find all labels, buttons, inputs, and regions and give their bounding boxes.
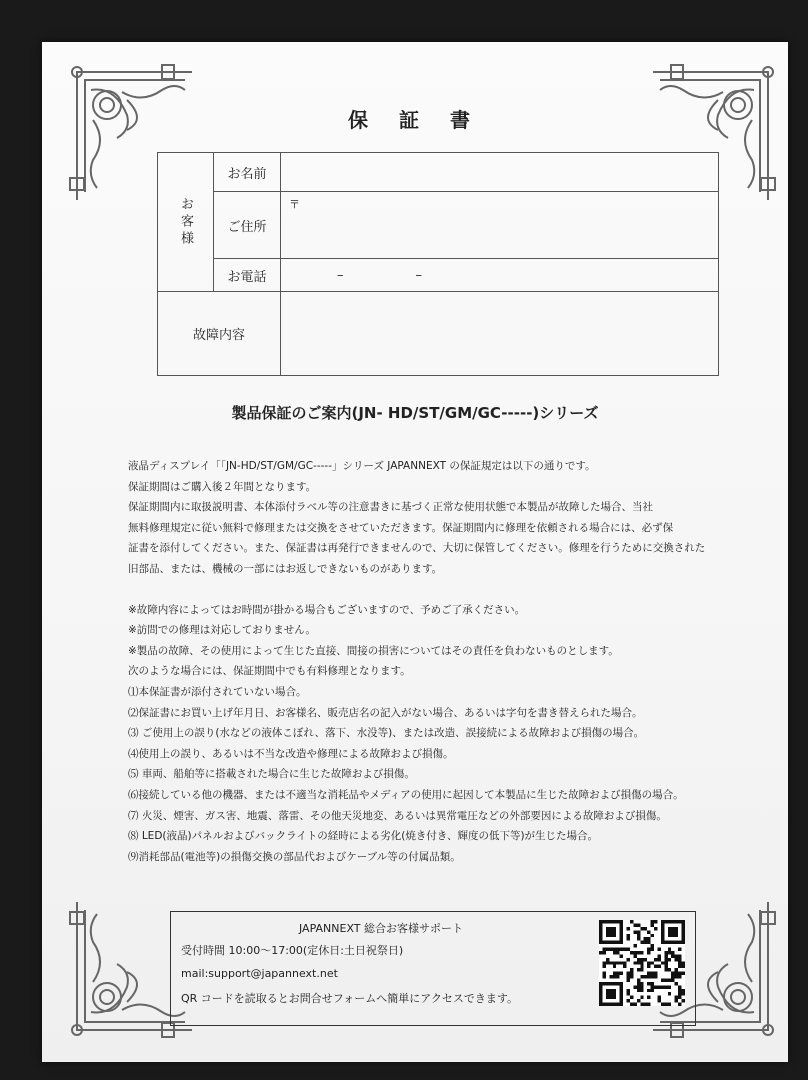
phone-dash-1: – <box>337 267 344 283</box>
support-heading: JAPANNEXT 総合お客様サポート <box>299 922 463 935</box>
support-hours: 受付時間 10:00～17:00(定休日:土日祝祭日) <box>181 944 404 957</box>
note-line: ⑹接続している他の機器、または不適当な消耗品やメディアの使用に起因して本製品に生じた故障および損傷の場合。 <box>128 788 684 801</box>
body-line: 証書を添付してください。また、保証書は再発行できませんので、大切に保管してください。修理を行うために交換された <box>128 542 706 555</box>
note-line: ⑴本保証書が添付されていない場合。 <box>128 685 307 698</box>
name-label: お名前 <box>214 153 281 192</box>
note-line: ⑶ ご使用上の誤り(水などの液体こぼれ、落下、水没等)、または改造、誤接続による故障および損傷の場合。 <box>128 727 645 740</box>
support-box <box>170 911 696 1026</box>
support-mail-link[interactable]: mail:support@japannext.net <box>181 967 338 980</box>
support-qr-text: QR コードを読取るとお問合せフォームへ簡単にアクセスできます。 <box>181 992 519 1005</box>
note-line: ⑺ 火災、煙害、ガス害、地震、落雷、その他天災地変、あるいは異常電圧などの外部要因による故障および損傷。 <box>128 809 667 822</box>
note-line: ※故障内容によってはお時間が掛かる場合もございますので、予めご了承ください。 <box>128 603 526 616</box>
customer-form-table <box>157 152 719 376</box>
note-line: ⑼消耗部品(電池等)の損傷交換の部品代およびケーブル等の付属品類。 <box>128 850 461 863</box>
phone-dash-2: – <box>415 267 422 283</box>
phone-label: お電話 <box>214 259 281 292</box>
phone-field[interactable] <box>281 259 719 292</box>
body-line: 液晶ディスプレイ「「JN-HD/ST/GM/GC-----」シリーズ JAPANNEXT の保証規定は以下の通りです。 <box>128 460 596 472</box>
body-line: 保証期間内に取扱説明書、本体添付ラベル等の注意書きに基づく正常な使用状態で本製品が故障した場合、当社 <box>128 501 653 514</box>
note-line: ⑷使用上の誤り、あるいは不当な改造や修理による故障および損傷。 <box>128 747 454 760</box>
fault-field[interactable] <box>281 292 719 376</box>
note-line: ⑻ LED(液晶)パネルおよびバックライトの経時による劣化(焼き付き、輝度の低下等)が生じた場合。 <box>128 830 599 843</box>
note-line: ※訪問での修理は対応しておりません。 <box>128 624 316 637</box>
note-line: 次のような場合には、保証期間中でも有料修理となります。 <box>128 665 411 678</box>
note-line: ⑸ 車両、船舶等に搭載された場合に生じた故障および損傷。 <box>128 768 415 781</box>
qr-code-icon[interactable] <box>599 920 685 1006</box>
warranty-text <box>128 456 748 867</box>
fault-label: 故障内容 <box>158 292 281 376</box>
document-title: 保 証 書 <box>348 108 482 132</box>
address-label: ご住所 <box>214 192 281 259</box>
address-field[interactable] <box>281 192 719 259</box>
zip-mark: 〒 <box>289 198 300 211</box>
body-line: 旧部品、または、機械の一部にはお返しできないものがあります。 <box>128 562 443 575</box>
note-line: ⑵保証書にお買い上げ年月日、お客様名、販売店名の記入がない場合、あるいは字句を書き替えられた場合。 <box>128 706 643 719</box>
warranty-sheet <box>42 42 788 1062</box>
section-subtitle: 製品保証のご案内(JN- HD/ST/GM/GC-----)シリーズ <box>231 404 599 422</box>
note-line: ※製品の故障、その使用によって生じた直接、間接の損害についてはその責任を負わないものとします。 <box>128 644 619 657</box>
name-field[interactable] <box>281 153 719 192</box>
body-line: 保証期間はご購入後２年間となります。 <box>128 480 317 493</box>
customer-label: お客様 <box>158 153 214 292</box>
body-line: 無料修理規定に従い無料で修理または交換をさせていただきます。保証期間内に修理を依頼される場合には、必ず保 <box>128 521 674 534</box>
